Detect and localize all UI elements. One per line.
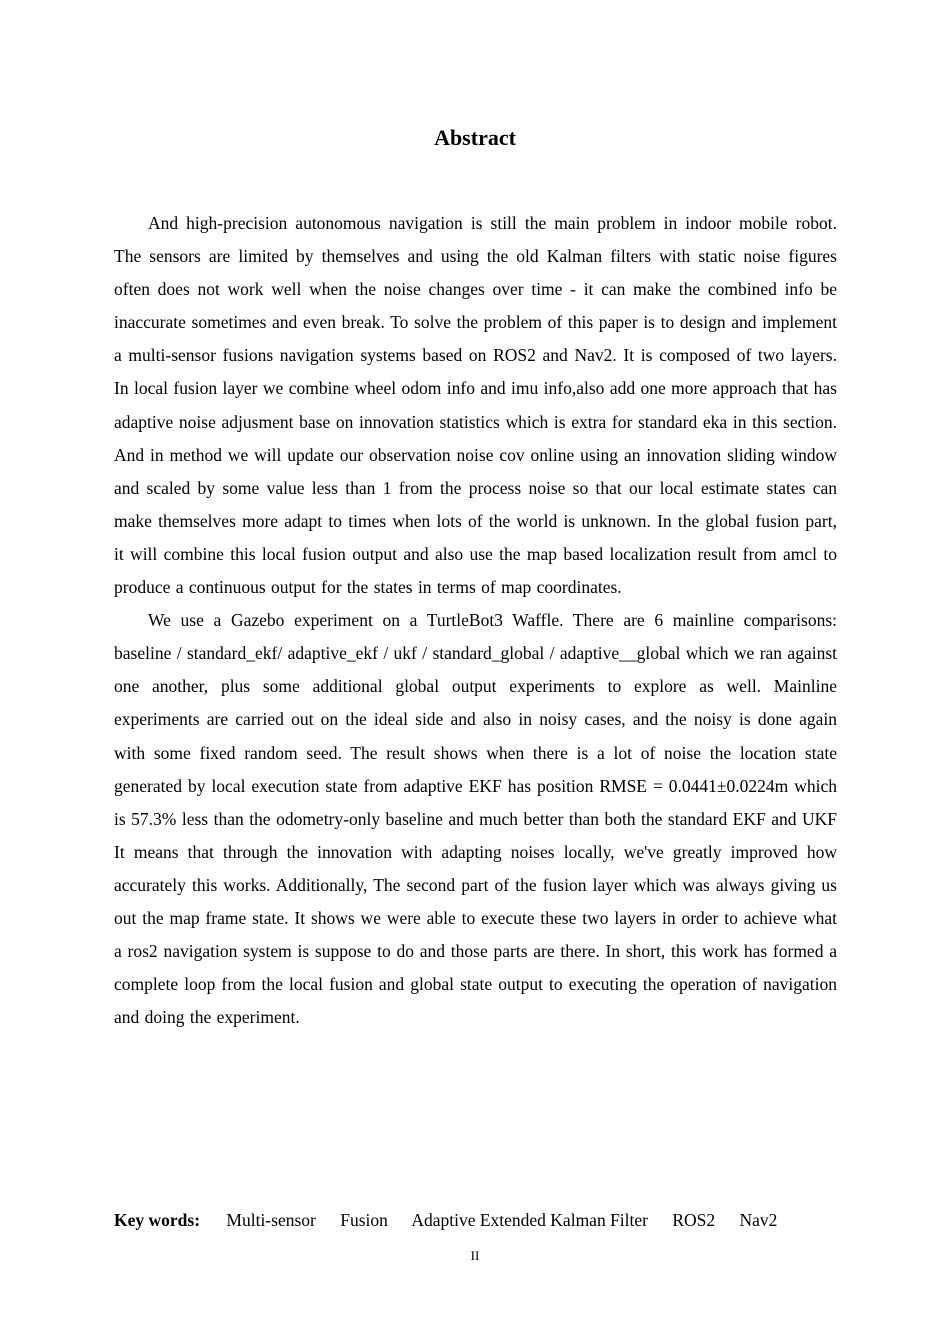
page-number: II <box>470 1248 480 1263</box>
keywords-label: Key words: <box>114 1210 201 1230</box>
abstract-paragraph-1: And high-precision autonomous navigation is still the main problem in indoor mobile robot. The sensors are limited by themselves and using the old Kalman filters with static noise figures often does not work well when the noise changes over time - it can make the combined info be inaccurate sometimes and even break. To solve the problem of this paper is to design and implement a multi-sensor fusions navigation systems based on ROS2 and Nav2. It is composed of two layers. In local fusion layer we combine wheel odom info and imu info,also add one more approach that has adaptive noise adjusment base on innovation statistics which is extra for standard eka in this section. And in method we will update our observation noise cov online using an innovation sliding window and scaled by some value less than 1 from the process noise so that our local estimate states can make themselves more adapt to times when lots of the world is unknown. In the global fusion part, it will combine this local fusion output and also use the map based localization result from amcl to produce a continuous output for the states in terms of map coordinates. <box>114 213 837 598</box>
keyword-item: Multi-sensor <box>226 1210 316 1230</box>
abstract-paragraph-2: We use a Gazebo experiment on a TurtleBot3 Waffle. There are 6 mainline comparisons: baseline / standard_ekf/ adaptive_ekf / ukf / standard_global / adaptive__global which we ran against one another, plus some additional global output experiments to explore as well. Mainline experiments are carried out on the ideal side and also in noisy cases, and the noisy is done again with some fixed random seed. The result shows when there is a lot of noise the location state generated by local execution state from adaptive EKF has position RMSE = 0.0441±0.0224m which is 57.3% less than the odometry-only baseline and much better than both the standard EKF and UKF It means that through the innovation with adapting noises locally, we've greatly improved how accurately this works. Additionally, The second part of the fusion layer which was always giving us out the map frame state. It shows we were able to execute these two layers in order to achieve what a ros2 navigation system is suppose to do and those parts are there. In short, this work has formed a complete loop from the local fusion and global state output to executing the operation of navigation and doing the experiment. <box>114 610 837 1028</box>
keyword-item: ROS2 <box>672 1210 716 1230</box>
abstract-body <box>114 207 837 1034</box>
page-title: Abstract <box>434 125 516 150</box>
keywords-line <box>114 1206 874 1234</box>
keyword-item: Nav2 <box>739 1210 778 1230</box>
keyword-item: Adaptive Extended Kalman Filter <box>411 1210 648 1230</box>
keyword-item: Fusion <box>340 1210 388 1230</box>
